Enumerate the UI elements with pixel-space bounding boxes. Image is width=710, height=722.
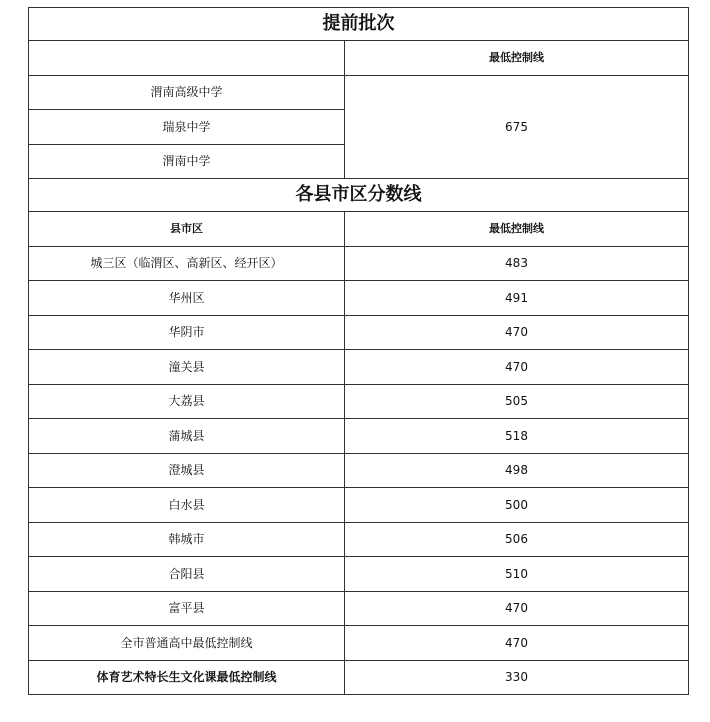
area-score: 491 bbox=[345, 281, 689, 316]
table-row bbox=[29, 384, 689, 419]
table-row bbox=[29, 557, 689, 592]
score-column-header: 最低控制线 bbox=[345, 212, 689, 247]
area-score: 518 bbox=[345, 419, 689, 454]
table-row bbox=[29, 350, 689, 385]
area-name: 体育艺术特长生文化课最低控制线 bbox=[29, 660, 345, 695]
table-row bbox=[29, 660, 689, 695]
area-name: 合阳县 bbox=[29, 557, 345, 592]
area-name: 蒲城县 bbox=[29, 419, 345, 454]
school-name: 瑞泉中学 bbox=[29, 110, 345, 145]
area-score: 470 bbox=[345, 626, 689, 661]
section1-title-row bbox=[29, 8, 689, 41]
area-score: 470 bbox=[345, 315, 689, 350]
area-name: 华州区 bbox=[29, 281, 345, 316]
area-name: 韩城市 bbox=[29, 522, 345, 557]
section1-header-blank bbox=[29, 41, 345, 76]
table-row bbox=[29, 281, 689, 316]
table-row bbox=[29, 488, 689, 523]
area-column-header: 县市区 bbox=[29, 212, 345, 247]
area-score: 510 bbox=[345, 557, 689, 592]
score-table bbox=[28, 7, 689, 695]
area-name: 富平县 bbox=[29, 591, 345, 626]
section2-title-row bbox=[29, 179, 689, 212]
table-row bbox=[29, 522, 689, 557]
area-score: 483 bbox=[345, 246, 689, 281]
area-name: 大荔县 bbox=[29, 384, 345, 419]
table-row bbox=[29, 591, 689, 626]
score-table-sheet bbox=[28, 7, 688, 695]
table-row bbox=[29, 626, 689, 661]
school-name: 渭南高级中学 bbox=[29, 75, 345, 110]
area-name: 澄城县 bbox=[29, 453, 345, 488]
table-row bbox=[29, 315, 689, 350]
section2-title: 各县市区分数线 bbox=[29, 179, 689, 212]
section1-title: 提前批次 bbox=[29, 8, 689, 41]
school-name: 渭南中学 bbox=[29, 144, 345, 179]
section1-header-row bbox=[29, 41, 689, 76]
area-score: 470 bbox=[345, 591, 689, 626]
area-score: 498 bbox=[345, 453, 689, 488]
area-name: 白水县 bbox=[29, 488, 345, 523]
section2-header-row bbox=[29, 212, 689, 247]
area-score: 470 bbox=[345, 350, 689, 385]
area-score: 506 bbox=[345, 522, 689, 557]
table-row bbox=[29, 453, 689, 488]
area-score: 330 bbox=[345, 660, 689, 695]
area-score: 505 bbox=[345, 384, 689, 419]
section1-score-header: 最低控制线 bbox=[345, 41, 689, 76]
area-score: 500 bbox=[345, 488, 689, 523]
area-name: 城三区（临渭区、高新区、经开区） bbox=[29, 246, 345, 281]
area-name: 潼关县 bbox=[29, 350, 345, 385]
table-row bbox=[29, 419, 689, 454]
table-row bbox=[29, 75, 689, 110]
table-row bbox=[29, 246, 689, 281]
shared-score: 675 bbox=[345, 75, 689, 179]
area-name: 华阴市 bbox=[29, 315, 345, 350]
area-name: 全市普通高中最低控制线 bbox=[29, 626, 345, 661]
